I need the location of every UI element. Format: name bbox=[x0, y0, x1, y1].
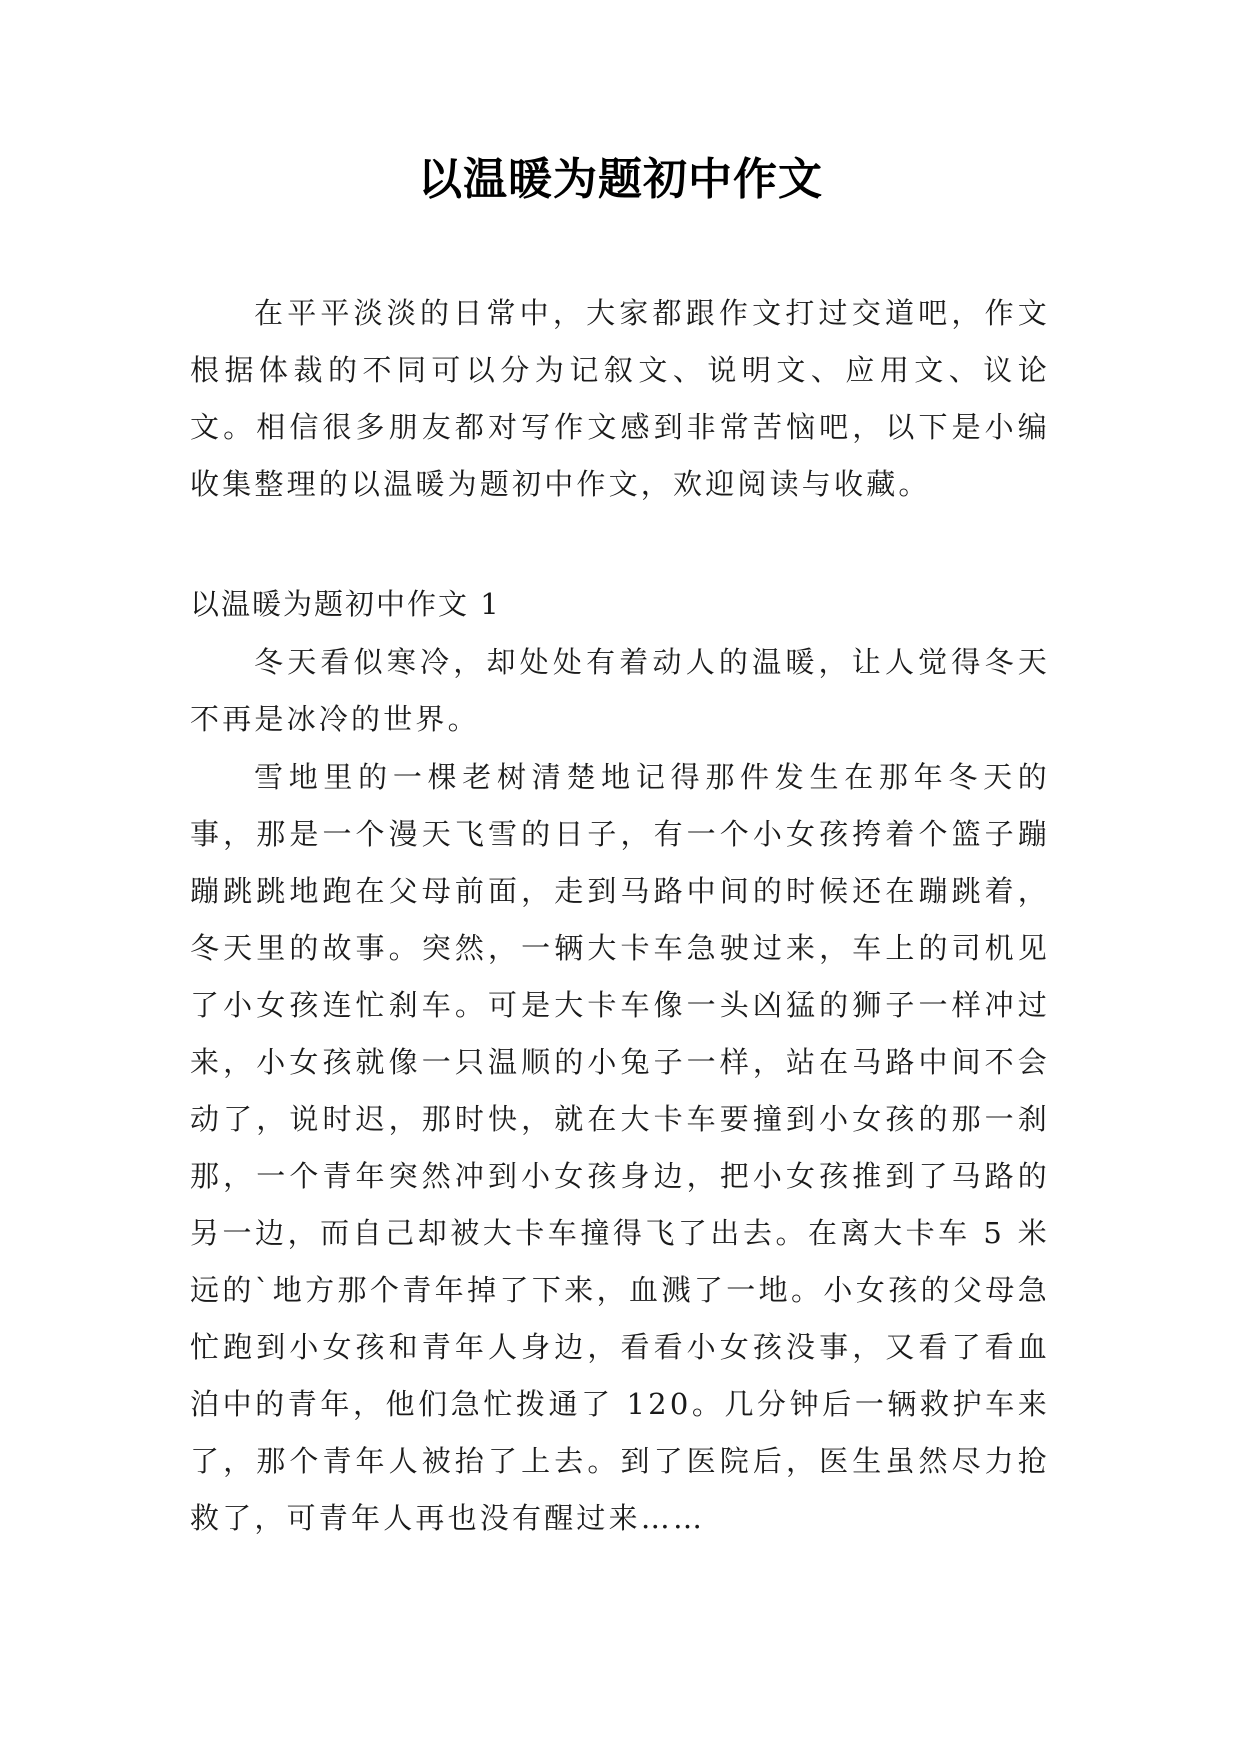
body-paragraph-2: 雪地里的一棵老树清楚地记得那件发生在那年冬天的事，那是一个漫天飞雪的日子，有一个小女孩挎着个篮子蹦蹦跳跳地跑在父母前面，走到马路中间的时候还在蹦跳着，冬天里的故事。突然，一辆大卡车急驶过来，车上的司机见了小女孩连忙刹车。可是大卡车像一头凶猛的狮子一样冲过来，小女孩就像一只温顺的小兔子一样，站在马路中间不会动了，说时迟，那时快，就在大卡车要撞到小女孩的那一刹那，一个青年突然冲到小女孩身边，把小女孩推到了马路的另一边，而自己却被大卡车撞得飞了出去。在离大卡车 5 米远的`地方那个青年掉了下来，血溅了一地。小女孩的父母急忙跑到小女孩和青年人身边，看看小女孩没事，又看了看血泊中的青年，他们急忙拨通了 120。几分钟后一辆救护车来了，那个青年人被抬了上去。到了医院后，医生虽然尽力抢救了，可青年人再也没有醒过来…… bbox=[190, 760, 1050, 1535]
document-title: 以温暖为题初中作文 bbox=[418, 154, 823, 205]
body-paragraph-1: 冬天看似寒冷，却处处有着动人的温暖，让人觉得冬天不再是冰冷的世界。 bbox=[190, 645, 1050, 736]
section-heading: 以温暖为题初中作文 1 bbox=[190, 587, 501, 621]
intro-paragraph: 在平平淡淡的日常中，大家都跟作文打过交道吧，作文根据体裁的不同可以分为记叙文、说明文、应用文、议论文。相信很多朋友都对写作文感到非常苦恼吧，以下是小编收集整理的以温暖为题初中作文，欢迎阅读与收藏。 bbox=[190, 296, 1050, 501]
